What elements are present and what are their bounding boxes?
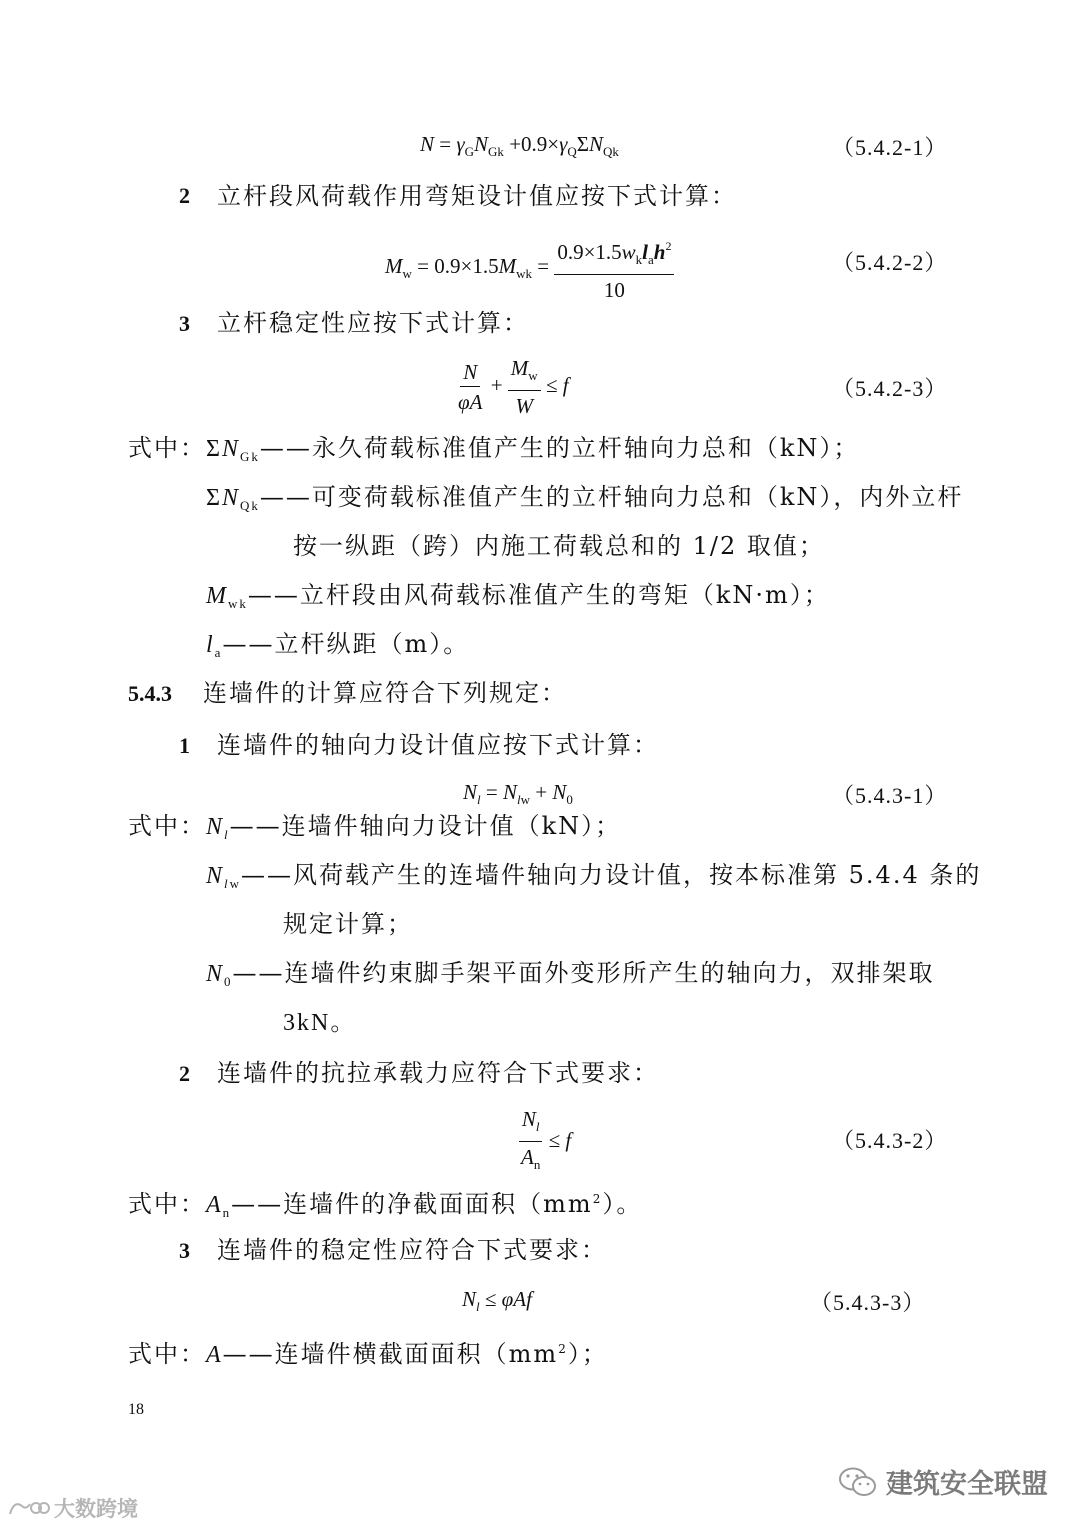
item-number: 3: [179, 311, 190, 336]
page-number: 18: [128, 1401, 144, 1418]
equation-5-4-2-1: $N = \gamma_GN_{Gk} +0.9\times\gamma_Q\Sigma N_{Qk}$: [420, 132, 619, 159]
where-line: $M_{wk}——$立杆段由风荷载标准值产生的弯矩（kN·m）；: [206, 581, 830, 611]
item-number: 1: [179, 733, 190, 758]
definition-continuation: 规定计算；: [283, 910, 413, 938]
definition-text: ——永久荷载标准值产生的立杆轴向力总和（kN）；: [259, 434, 860, 462]
definition-text: ——连墙件约束脚手架平面外变形所产生的轴向力，双排架取: [232, 959, 935, 987]
definition-continuation: 3kN。: [283, 1010, 357, 1036]
item-text: 连墙件的抗拉承载力应符合下式要求：: [217, 1059, 659, 1087]
equation-number: （5.4.2-1）: [832, 135, 948, 160]
where-line: 式中：$N_l——$连墙件轴向力设计值（kN）；: [128, 812, 622, 842]
where-line: $N_{lw}——$风荷载产生的连墙件轴向力设计值，按本标准第 5.4.4 条的: [206, 861, 982, 891]
definition-text: ——连墙件的净截面面积（mm: [231, 1190, 593, 1218]
item-number: 3: [179, 1238, 190, 1263]
equation-5-4-3-2: $\frac{N_l}{A_n}$ ≤ f: [518, 1106, 571, 1178]
section-text: 连墙件的计算应符合下列规定：: [203, 679, 567, 707]
definition-text: ——可变荷载标准值产生的立杆轴向力总和（kN），内外立杆: [259, 483, 964, 511]
item-text: 连墙件的轴向力设计值应按下式计算：: [217, 731, 659, 759]
watermark-left: [6, 1493, 138, 1523]
equation-5-4-3-3: $N_l \le \varphi Af$: [462, 1287, 532, 1314]
equation-number: （5.4.2-2）: [832, 250, 948, 275]
definition-text: ——连墙件横截面面积（mm: [222, 1340, 559, 1368]
where-line: 式中：$A_n——$连墙件的净截面面积$(mm^2)$。: [128, 1190, 643, 1220]
definition-text: ——立杆段由风荷载标准值产生的弯矩（kN·m）；: [247, 581, 830, 609]
equation-number: （5.4.3-1）: [832, 783, 948, 808]
item-number: 2: [179, 183, 190, 208]
where-line: 式中：$\Sigma N_{Gk}——$永久荷载标准值产生的立杆轴向力总和（kN）；: [128, 434, 860, 464]
definition-text: ——立杆纵距（m）。: [222, 630, 470, 658]
watermark-wechat: [838, 1462, 1048, 1501]
definition-end: ）。: [602, 1190, 643, 1218]
equation-number: （5.4.3-3）: [810, 1290, 926, 1315]
where-lead: 式中：: [128, 812, 206, 840]
section-number: 5.4.3: [128, 681, 172, 706]
item-number: 2: [179, 1061, 190, 1086]
definition-continuation: 按一纵距（跨）内施工荷载总和的 1/2 取值；: [293, 532, 825, 560]
equation-number: （5.4.3-2）: [832, 1128, 948, 1153]
equation-5-4-2-3: $\frac{N}{\varphi A}$ + $\frac{M_w}{W}$ ≤ f: [458, 356, 569, 418]
item-text: 立杆段风荷载作用弯矩设计值应按下式计算：: [217, 182, 737, 210]
watermark-text: 建筑安全联盟: [886, 1469, 1048, 1500]
equation-5-4-3-1: $N_l = N_{lw} + N_0$: [463, 780, 573, 807]
definition-end: ）；: [567, 1340, 608, 1368]
where-line: 式中：A——连墙件横截面面积$(mm^2)$；: [128, 1340, 608, 1368]
where-line: $l_a——$立杆纵距（m）。: [206, 630, 470, 660]
watermark-text: 大数跨境: [54, 1497, 138, 1521]
definition-text: ——连墙件轴向力设计值（kN）；: [229, 812, 622, 840]
where-lead: 式中：: [128, 434, 206, 462]
wechat-icon: [838, 1465, 878, 1499]
item-text: 立杆稳定性应按下式计算：: [217, 309, 529, 337]
equation-number: （5.4.2-3）: [832, 376, 948, 401]
where-lead: 式中：: [128, 1190, 206, 1218]
item-text: 连墙件的稳定性应符合下式要求：: [217, 1236, 607, 1264]
equation-5-4-2-2: $M_w = 0.9\times 1.5M_{wk}$ = $\frac{0.9\times 1.5w_kl_ah^2}{10}$: [385, 233, 674, 303]
where-line: $N_0——$连墙件约束脚手架平面外变形所产生的轴向力，双排架取: [206, 959, 935, 989]
where-lead: 式中：: [128, 1340, 206, 1368]
definition-text: ——风荷载产生的连墙件轴向力设计值，按本标准第 5.4.4 条的: [241, 861, 982, 889]
logo-icon: [6, 1496, 50, 1520]
where-line: $\Sigma N_{Qk}——$可变荷载标准值产生的立杆轴向力总和（kN），内外立杆: [206, 483, 964, 513]
